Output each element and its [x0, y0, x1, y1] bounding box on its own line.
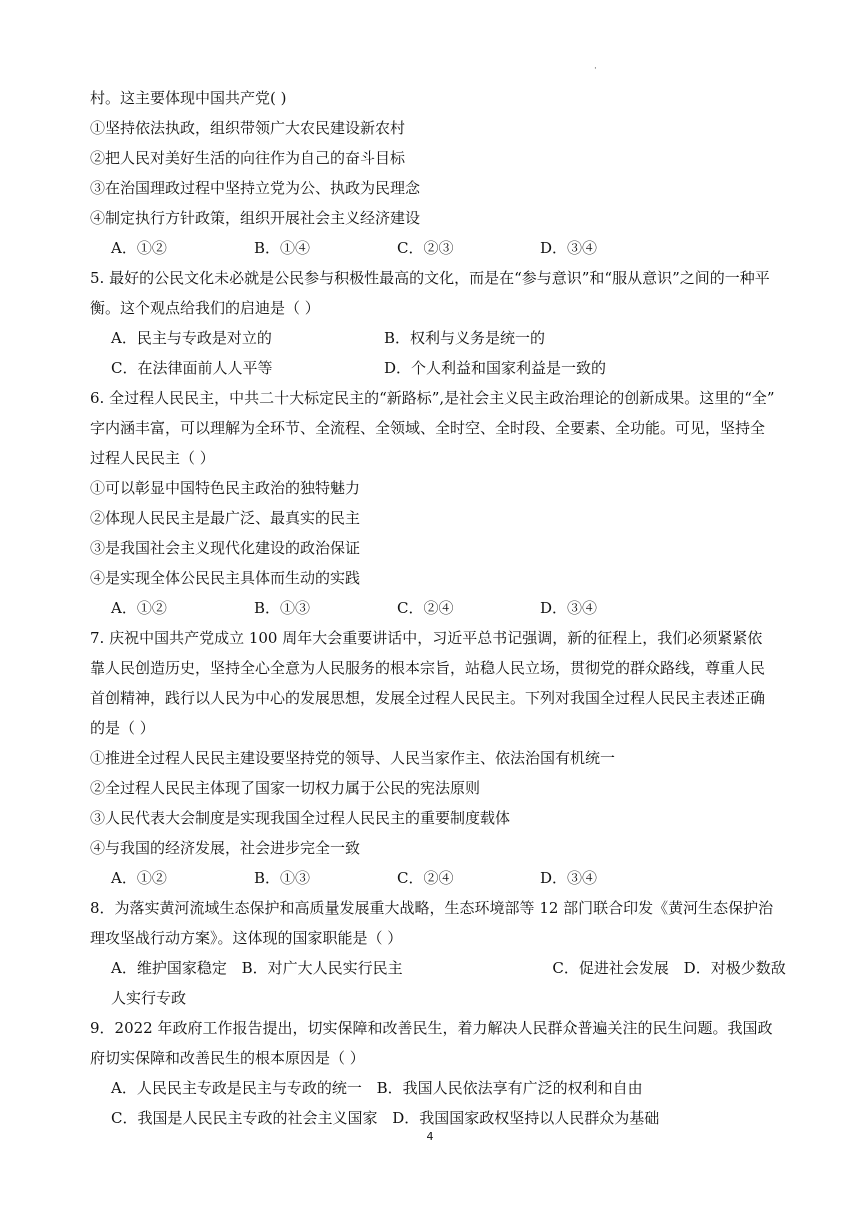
- q5-option-c[interactable]: C．在法律面前人人平等: [111, 359, 273, 377]
- q5-options-row-2: [90, 353, 780, 383]
- q5-stem-line-2: 衡。这个观点给我们的启迪是（ ）: [90, 299, 320, 317]
- q7-option-d[interactable]: D．③④: [540, 869, 598, 887]
- q4-option-a[interactable]: A．①②: [111, 239, 167, 257]
- q4-options: [90, 233, 780, 263]
- q7-option-a[interactable]: A．①②: [111, 869, 167, 887]
- header-mark: ·: [594, 64, 597, 74]
- q7-stem-line-4: 的是（ ）: [90, 719, 155, 737]
- q6-item-2: ②体现人民民主是最广泛、最真实的民主: [90, 509, 361, 527]
- q7-stem-line-2: 靠人民创造历史，坚持全心全意为人民服务的根本宗旨，站稳人民立场，贯彻党的群众路线，尊重人民: [90, 659, 766, 677]
- q9-options-row-1: [90, 1073, 780, 1103]
- q4-option-c[interactable]: C．②③: [397, 239, 454, 257]
- q7-option-c[interactable]: C．②④: [397, 869, 454, 887]
- q6-item-3: ③是我国社会主义现代化建设的政治保证: [90, 539, 361, 557]
- q5-option-b[interactable]: B．权利与义务是统一的: [384, 329, 546, 347]
- q8-option-a[interactable]: A．维护国家稳定: [111, 959, 227, 977]
- q9-option-d[interactable]: D．我国国家政权坚持以人民群众为基础: [392, 1109, 660, 1127]
- q7-item-1: ①推进全过程人民民主建设要坚持党的领导、人民当家作主、依法治国有机统一: [90, 749, 616, 767]
- q8-stem-line-1: 8．为落实黄河流域生态保护和高质量发展重大战略，生态环境部等 12 部门联合印发《黄河生态保护治: [90, 899, 774, 917]
- q9-option-c[interactable]: C．我国是人民民主专政的社会主义国家: [111, 1109, 378, 1127]
- q9-option-b[interactable]: B．我国人民依法享有广泛的权利和自由: [376, 1079, 643, 1097]
- q8-option-d-continued[interactable]: 人实行专政: [111, 989, 187, 1007]
- q5-options-row-1: [90, 323, 780, 353]
- q6-stem-line-2: 字内涵丰富，可以理解为全环节、全流程、全领域、全时空、全时段、全要素、全功能。可见，坚持全: [90, 419, 766, 437]
- q9-option-a[interactable]: A．人民民主专政是民主与专政的统一: [111, 1079, 362, 1097]
- q7-stem-line-3: 首创精神，践行以人民为中心的发展思想，发展全过程人民民主。下列对我国全过程人民民主表述正确: [90, 689, 766, 707]
- q4-stem-tail: 村。这主要体现中国共产党( ): [90, 89, 287, 107]
- q6-item-1: ①可以彰显中国特色民主政治的独特魅力: [90, 479, 361, 497]
- q6-option-a[interactable]: A．①②: [111, 599, 167, 617]
- q9-stem-line-1: 9．2022 年政府工作报告提出，切实保障和改善民生，着力解决人民群众普遍关注的民生问题。我国政: [90, 1019, 773, 1037]
- question-content: [90, 83, 786, 1133]
- q4-item-3: ③在治国理政过程中坚持立党为公、执政为民理念: [90, 179, 421, 197]
- q5-option-d[interactable]: D．个人利益和国家利益是一致的: [384, 359, 607, 377]
- q9-options-row-2: [90, 1103, 780, 1133]
- q6-option-c[interactable]: C．②④: [397, 599, 454, 617]
- q4-option-d[interactable]: D．③④: [540, 239, 598, 257]
- q8-option-d-start[interactable]: D．对极少数敌: [683, 959, 786, 977]
- q7-item-4: ④与我国的经济发展，社会进步完全一致: [90, 839, 361, 857]
- q6-item-4: ④是实现全体公民民主具体而生动的实践: [90, 569, 361, 587]
- q6-stem-line-3: 过程人民民主（ ）: [90, 449, 215, 467]
- q8-options: [90, 953, 786, 983]
- q7-stem-line-1: 7. 庆祝中国共产党成立 100 周年大会重要讲话中，习近平总书记强调，新的征程上，我们必须紧紧依: [90, 629, 763, 647]
- page-number: 4: [426, 1130, 434, 1143]
- q8-stem-line-2: 理攻坚战行动方案》。这体现的国家职能是（ ）: [90, 929, 403, 947]
- q9-stem-line-2: 府切实保障和改善民生的根本原因是（ ）: [90, 1049, 365, 1067]
- q8-option-c[interactable]: C．促进社会发展: [552, 959, 669, 977]
- q6-stem-line-1: 6. 全过程人民民主，中共二十大标定民主的“新路标”,是社会主义民主政治理论的创新成果。这里的“全”: [90, 389, 775, 407]
- q7-options: [90, 863, 780, 893]
- q7-item-3: ③人民代表大会制度是实现我国全过程人民民主的重要制度载体: [90, 809, 511, 827]
- q6-option-d[interactable]: D．③④: [540, 599, 598, 617]
- q4-item-4: ④制定执行方针政策，组织开展社会主义经济建设: [90, 209, 421, 227]
- q7-option-b[interactable]: B．①③: [254, 869, 311, 887]
- q4-item-1: ①坚持依法执政，组织带领广大农民建设新农村: [90, 119, 406, 137]
- q7-item-2: ②全过程人民民主体现了国家一切权力属于公民的宪法原则: [90, 779, 481, 797]
- q6-options: [90, 593, 780, 623]
- q6-option-b[interactable]: B．①③: [254, 599, 311, 617]
- q4-option-b[interactable]: B．①④: [254, 239, 311, 257]
- q5-option-a[interactable]: A．民主与专政是对立的: [111, 329, 272, 347]
- q8-option-b[interactable]: B．对广大人民实行民主: [241, 959, 403, 977]
- q4-item-2: ②把人民对美好生活的向往作为自己的奋斗目标: [90, 149, 406, 167]
- q5-stem-line-1: 5. 最好的公民文化未必就是公民参与积极性最高的文化，而是在“参与意识”和“服从意识”之间的一种平: [90, 269, 770, 287]
